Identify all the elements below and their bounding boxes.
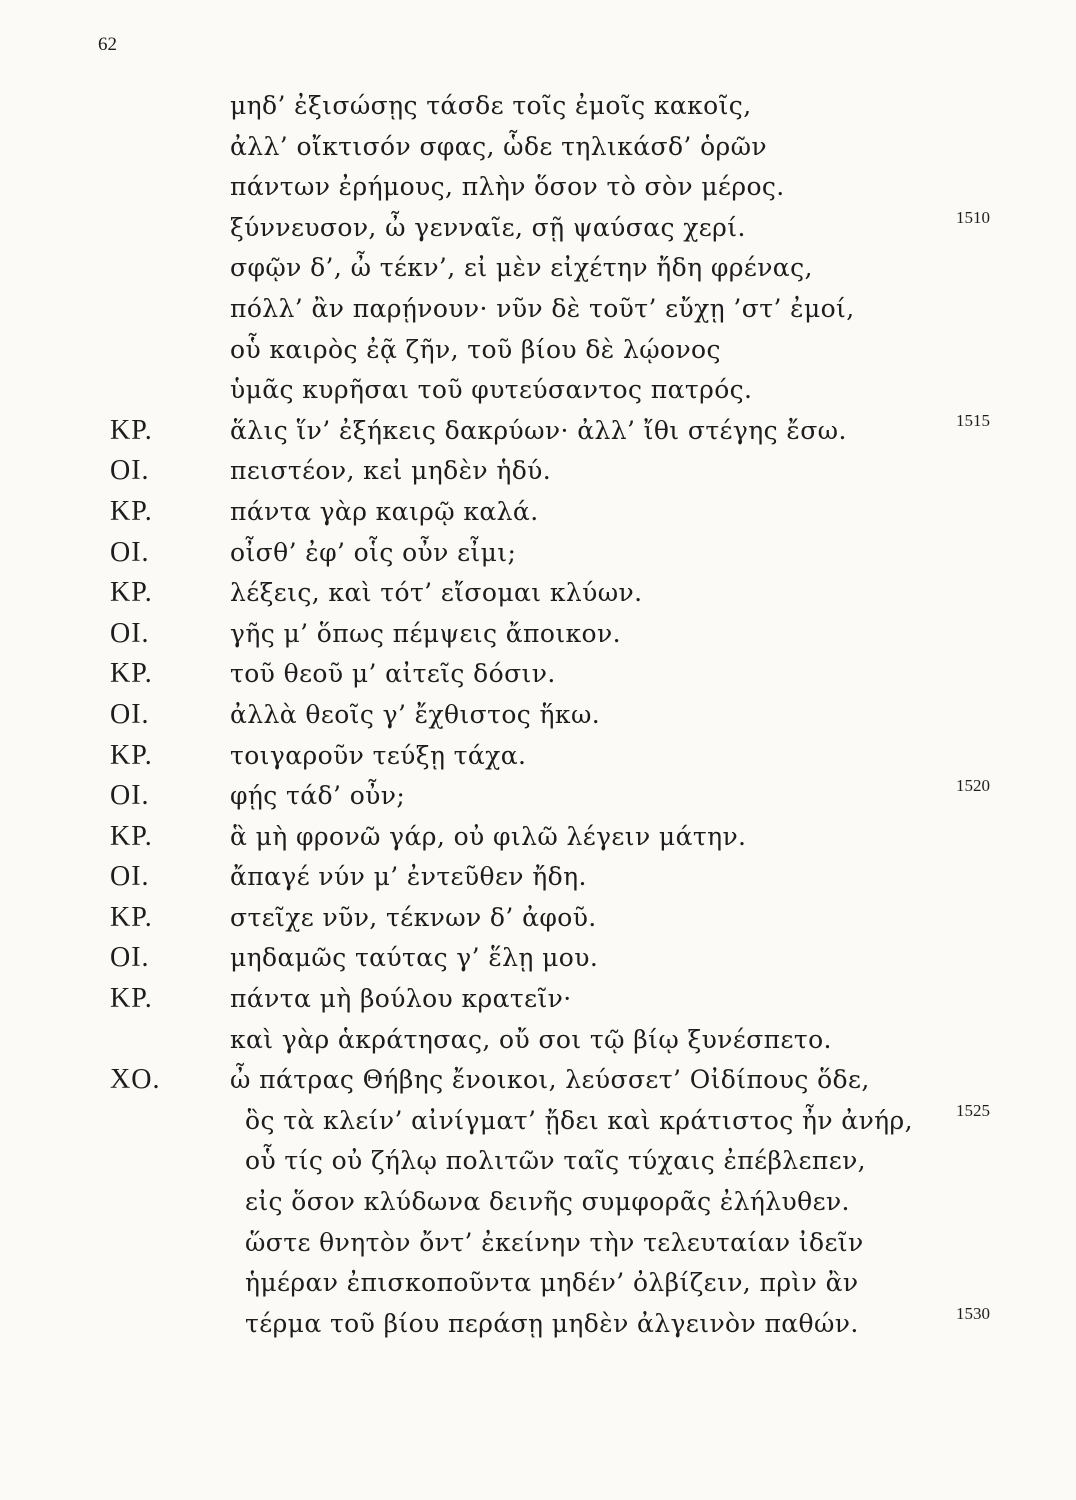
speaker-label: ΚΡ. [110,901,153,933]
verse-line [110,1182,990,1223]
verse-block [110,86,990,1344]
verse-text: πάντα μὴ βούλου κρατεῖν· [230,984,572,1014]
page-number: 62 [98,34,117,55]
verse-line [110,1304,990,1345]
verse-text: στεῖχε νῦν, τέκνων δ’ ἀφοῦ. [230,902,597,932]
speaker-label: ΟΙ. [110,942,150,974]
speaker-label: ΚΡ. [110,577,153,609]
verse-line [110,127,990,168]
speaker-label: ΚΡ. [110,820,153,852]
verse-text: σφῷν δ’, ὦ τέκν’, εἰ μὲν εἰχέτην ἤδη φρένας, [230,253,813,283]
verse-line [110,736,990,777]
verse-line [110,817,990,858]
verse-line [110,1223,990,1264]
verse-text: οὗ τίς οὐ ζήλῳ πολιτῶν ταῖς τύχαις ἐπέβλεπεν, [245,1146,867,1176]
speaker-label: ΟΙ. [110,617,150,649]
verse-line [110,776,990,817]
verse-text: ἀλλ’ οἴκτισόν σφας, ὧδε τηλικάσδ’ ὁρῶν [230,131,768,161]
speaker-label: ΧΟ. [110,1064,161,1096]
verse-text: ἀλλὰ θεοῖς γ’ ἔχθιστος ἥκω. [230,699,601,729]
verse-text: τοῦ θεοῦ μ’ αἰτεῖς δόσιν. [230,659,556,689]
verse-line [110,492,990,533]
verse-text: μηδαμῶς ταύτας γ’ ἕλῃ μου. [230,943,599,973]
verse-line [110,1141,990,1182]
verse-text: τέρμα τοῦ βίου περάσῃ μηδὲν ἀλγεινὸν παθών. [245,1308,859,1338]
verse-text: ὑμᾶς κυρῆσαι τοῦ φυτεύσαντος πατρός. [230,375,753,405]
verse-line [110,451,990,492]
verse-text: τοιγαροῦν τεύξῃ τάχα. [230,740,527,770]
verse-line [110,86,990,127]
verse-text: οὗ καιρὸς ἐᾷ ζῆν, τοῦ βίου δὲ λῴονος [230,334,721,364]
verse-text: φῄς τάδ’ οὖν; [230,781,406,811]
verse-line [110,857,990,898]
verse-text: πειστέον, κεἰ μηδὲν ἡδύ. [230,456,552,486]
verse-line [110,898,990,939]
verse-text: ἡμέραν ἐπισκοποῦντα μηδέν’ ὀλβίζειν, πρὶν ἂν [245,1268,859,1298]
verse-line [110,533,990,574]
verse-line [110,614,990,655]
verse-text: ὃς τὰ κλείν’ αἰνίγματ’ ᾔδει καὶ κράτιστος ἦν ἀνήρ, [245,1105,913,1135]
verse-text: καὶ γὰρ ἁκράτησας, οὔ σοι τῷ βίῳ ξυνέσπετο. [230,1024,832,1054]
verse-line [110,573,990,614]
verse-text: γῆς μ’ ὅπως πέμψεις ἄποικον. [230,618,621,648]
speaker-label: ΟΙ. [110,780,150,812]
speaker-label: ΚΡ. [110,414,153,446]
line-number: 1515 [956,410,990,430]
verse-text: μηδ’ ἐξισώσῃς τάσδε τοῖς ἐμοῖς κακοῖς, [230,91,752,120]
verse-text: ὦ πάτρας Θήβης ἔνοικοι, λεύσσετ’ Οἰδίπους ὅδε, [230,1065,870,1095]
verse-line [110,167,990,208]
line-number: 1520 [956,776,990,796]
verse-line [110,1263,990,1304]
verse-line [110,330,990,371]
speaker-label: ΚΡ. [110,739,153,771]
verse-text: πόλλ’ ἂν παρῄνουν· νῦν δὲ τοῦτ’ εὔχῃ ’στ’ ἐμοί, [230,293,855,323]
speaker-label: ΚΡ. [110,658,153,690]
verse-text: λέξεις, καὶ τότ’ εἴσομαι κλύων. [230,578,643,608]
verse-text: οἶσθ’ ἐφ’ οἷς οὖν εἶμι; [230,537,517,567]
line-number: 1510 [956,207,990,227]
speaker-label: ΚΡ. [110,983,153,1015]
verse-text: ἃ μὴ φρονῶ γάρ, οὐ φιλῶ λέγειν μάτην. [230,821,747,851]
verse-text: πάντα γὰρ καιρῷ καλά. [230,496,539,526]
verse-line [110,1101,990,1142]
verse-text: πάντων ἐρήμους, πλὴν ὅσον τὸ σὸν μέρος. [230,172,785,202]
verse-line [110,695,990,736]
verse-line [110,370,990,411]
speaker-label: ΟΙ. [110,536,150,568]
line-number: 1525 [956,1100,990,1120]
verse-text: εἰς ὅσον κλύδωνα δεινῆς συμφορᾶς ἐλήλυθεν. [245,1187,850,1217]
speaker-label: ΟΙ. [110,455,150,487]
verse-line [110,1020,990,1061]
line-number: 1530 [956,1303,990,1323]
verse-text: ἄπαγέ νύν μ’ ἐντεῦθεν ἤδη. [230,862,587,892]
verse-text: ὥστε θνητὸν ὄντ’ ἐκείνην τὴν τελευταίαν ἰδεῖν [245,1227,864,1257]
verse-line [110,938,990,979]
verse-text: ξύννευσον, ὦ γενναῖε, σῇ ψαύσας χερί. [230,212,746,242]
verse-line [110,208,990,249]
speaker-label: ΟΙ. [110,861,150,893]
verse-line [110,654,990,695]
verse-line [110,1060,990,1101]
verse-line [110,411,990,452]
speaker-label: ΟΙ. [110,698,150,730]
speaker-label: ΚΡ. [110,495,153,527]
verse-line [110,289,990,330]
verse-line [110,979,990,1020]
verse-line [110,248,990,289]
verse-text: ἅλις ἵν’ ἐξήκεις δακρύων· ἀλλ’ ἴθι στέγης ἔσω. [230,415,847,445]
